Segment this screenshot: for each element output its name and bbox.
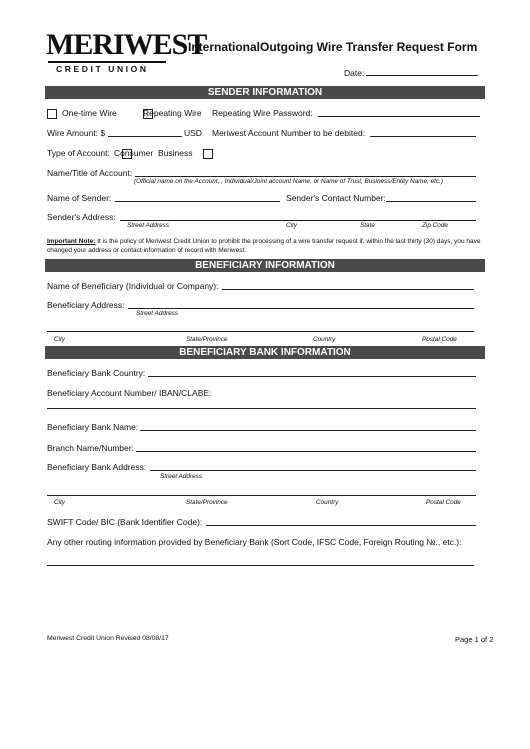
form-title: InternationalOutgoing Wire Transfer Request Form: [188, 40, 478, 54]
beneficiary-city-hint: City: [54, 336, 66, 343]
beneficiary-address-field[interactable]: [128, 308, 474, 309]
sender-address-label: Sender's Address:: [47, 212, 116, 222]
bank-address-line-2[interactable]: [47, 495, 476, 496]
section-header-bank: BENEFICIARY BANK INFORMATION: [45, 346, 485, 359]
sender-state-hint: State: [360, 222, 375, 229]
bank-address-field[interactable]: [150, 470, 476, 471]
name-title-hint: (Official name on the Account, , Individual/Joint account Name, or Name of Trust, Business/Entity Name, etc.): [134, 178, 444, 185]
wire-amount-label: Wire Amount: $: [47, 128, 106, 138]
business-label: Business: [158, 148, 193, 158]
swift-field[interactable]: [206, 525, 476, 526]
bank-street-hint: Street Address: [160, 473, 203, 480]
business-checkbox[interactable]: [203, 149, 213, 159]
routing-info-label: Any other routing information provided by Beneficiary Bank (Sort Code, IFSC Code, Foreign Routing №., etc.):: [47, 537, 462, 547]
footer-revision: Meriwest Credit Union Revised 08/08/17: [47, 635, 169, 642]
bank-state-hint: State/Province: [186, 499, 228, 506]
contact-number-field[interactable]: [386, 201, 476, 202]
beneficiary-address-label: Beneficiary Address:: [47, 300, 125, 310]
branch-field[interactable]: [136, 451, 476, 452]
bank-city-hint: City: [54, 499, 66, 506]
usd-label: USD: [184, 128, 202, 138]
section-header-beneficiary: BENEFICIARY INFORMATION: [45, 259, 485, 272]
important-note-text: It is the policy of Meriwest Credit Union to prohibit the processing of a wire transfer request if, within the last thirty (30) days, you have changed your address or contact information of record with Meriwest.: [47, 238, 481, 254]
beneficiary-state-hint: State/Province: [186, 336, 228, 343]
section-header-sender: SENDER INFORMATION: [45, 86, 485, 99]
branch-label: Branch Name/Number:: [47, 443, 134, 453]
date-label: Date:: [344, 68, 365, 78]
account-type-label: Type of Account:: [47, 148, 110, 158]
beneficiary-name-label: Name of Beneficiary (Individual or Company):: [47, 281, 219, 291]
sender-city-hint: City: [286, 222, 298, 229]
sender-zip-hint: Zip Code: [422, 222, 448, 229]
repeating-wire-label: Repeating Wire: [143, 108, 202, 118]
sender-address-field[interactable]: [120, 220, 476, 221]
bank-country-field[interactable]: [148, 376, 476, 377]
beneficiary-address-line-2[interactable]: [47, 331, 474, 332]
date-field[interactable]: [366, 75, 478, 76]
contact-number-label: Sender's Contact Number:: [286, 193, 386, 203]
sender-street-hint: Street Address: [127, 222, 170, 229]
footer-page-number: Page 1 of 2: [455, 635, 494, 644]
one-time-wire-label: One-time Wire: [62, 108, 117, 118]
routing-info-field[interactable]: [47, 565, 474, 566]
bank-country-label: Beneficiary Bank Country:: [47, 368, 146, 378]
repeating-password-field[interactable]: [318, 116, 480, 117]
logo-wordmark: MERIWEST: [46, 28, 207, 61]
repeating-password-label: Repeating Wire Password:: [212, 108, 313, 118]
name-title-label: Name/Title of Account:: [47, 168, 133, 178]
beneficiary-country-hint: Country: [313, 336, 336, 343]
one-time-wire-checkbox[interactable]: [47, 109, 57, 119]
logo-rule: [48, 61, 166, 63]
bank-account-label: Beneficiary Account Number/ IBAN/CLABE:: [47, 388, 212, 398]
account-number-field[interactable]: [370, 136, 476, 137]
logo-subtitle: CREDIT UNION: [56, 64, 149, 74]
important-note: [47, 238, 487, 255]
consumer-label: Consumer: [114, 148, 154, 158]
sender-name-label: Name of Sender:: [47, 193, 112, 203]
name-title-field[interactable]: [135, 176, 476, 177]
sender-name-field[interactable]: [115, 201, 280, 202]
wire-amount-field[interactable]: [108, 136, 182, 137]
swift-label: SWIFT Code/ BIC (Bank Identifier Code):: [47, 517, 203, 527]
beneficiary-street-hint: Street Address: [136, 310, 179, 317]
important-note-label: Important Note:: [47, 238, 96, 245]
bank-address-label: Beneficiary Bank Address:: [47, 462, 147, 472]
bank-postal-hint: Postal Code: [426, 499, 461, 506]
beneficiary-name-field[interactable]: [222, 289, 474, 290]
beneficiary-postal-hint: Postal Code: [422, 336, 457, 343]
bank-name-field[interactable]: [140, 430, 476, 431]
bank-country-hint: Country: [316, 499, 339, 506]
bank-name-label: Beneficiary Bank Name:: [47, 422, 139, 432]
bank-account-field[interactable]: [47, 408, 476, 409]
account-number-label: Meriwest Account Number to be debited:: [212, 128, 366, 138]
